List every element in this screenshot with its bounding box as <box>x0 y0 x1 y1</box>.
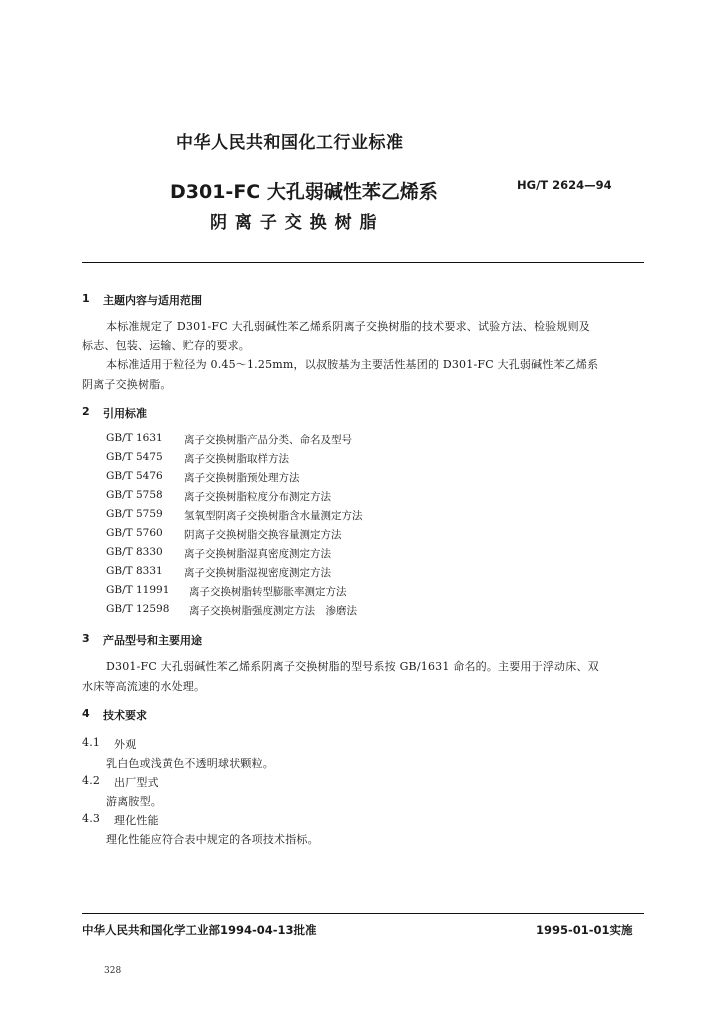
reference-title: 离子交换树脂湿真密度测定方法 <box>184 548 331 560</box>
subsection-heading: 理化性能 <box>114 814 159 827</box>
section-1-paragraph: 本标准适用于粒径为 0.45～1.25mm，以叔胺基为主要活性基团的 D301-FC 大孔弱碱性苯乙烯系 <box>106 358 599 371</box>
reference-title: 离子交换树脂取样方法 <box>184 453 289 465</box>
section-3-paragraph: 水床等高流速的水处理。 <box>82 680 206 693</box>
section-1-heading: 主题内容与适用范围 <box>103 294 202 307</box>
subsection-text: 游离胺型。 <box>106 795 162 808</box>
reference-title: 离子交换树脂强度测定方法 渗磨法 <box>189 605 357 617</box>
subsection-number: 4.1 <box>82 736 101 749</box>
standard-category: 中华人民共和国化工行业标准 <box>176 133 404 153</box>
approval-info: 中华人民共和国化学工业部1994-04-13批准 <box>82 923 317 937</box>
section-1-paragraph: 阴离子交换树脂。 <box>82 378 172 391</box>
footer-divider <box>82 913 644 914</box>
reference-code: GB/T 1631 <box>106 432 163 444</box>
subsection-number: 4.2 <box>82 774 101 787</box>
section-3-paragraph: D301-FC 大孔弱碱性苯乙烯系阴离子交换树脂的型号系按 GB/1631 命名的。主要用于浮动床、双 <box>106 660 599 673</box>
standard-number: HG/T 2624—94 <box>517 178 612 192</box>
reference-title: 离子交换树脂预处理方法 <box>184 472 300 484</box>
implementation-date: 1995-01-01实施 <box>536 923 633 937</box>
section-4-heading: 技术要求 <box>103 709 147 722</box>
subsection-text: 乳白色或浅黄色不透明球状颗粒。 <box>106 757 274 770</box>
section-1-number: 1 <box>82 292 90 305</box>
subsection-heading: 外观 <box>114 738 137 751</box>
subsection-text: 理化性能应符合表中规定的各项技术指标。 <box>106 833 319 846</box>
document-title-line1: D301-FC 大孔弱碱性苯乙烯系 <box>170 181 438 203</box>
reference-title: 离子交换树脂转型膨胀率测定方法 <box>189 586 347 598</box>
section-2-number: 2 <box>82 405 90 418</box>
reference-code: GB/T 8330 <box>106 546 163 558</box>
section-4-number: 4 <box>82 707 90 720</box>
section-3-number: 3 <box>82 632 90 645</box>
reference-code: GB/T 5476 <box>106 470 163 482</box>
reference-title: 离子交换树脂产品分类、命名及型号 <box>184 434 352 446</box>
subsection-heading: 出厂型式 <box>114 776 159 789</box>
reference-code: GB/T 5759 <box>106 508 163 520</box>
reference-code: GB/T 5475 <box>106 451 163 463</box>
section-2-heading: 引用标准 <box>103 407 147 420</box>
reference-code: GB/T 11991 <box>106 584 170 596</box>
reference-title: 阴离子交换树脂交换容量测定方法 <box>184 529 342 541</box>
section-1-paragraph: 本标准规定了 D301-FC 大孔弱碱性苯乙烯系阴离子交换树脂的技术要求、试验方法、检验规则及 <box>106 320 590 333</box>
header-divider <box>82 262 644 263</box>
section-3-heading: 产品型号和主要用途 <box>103 634 202 647</box>
section-1-paragraph: 标志、包装、运输、贮存的要求。 <box>82 339 250 352</box>
subsection-number: 4.3 <box>82 812 101 825</box>
page-number: 328 <box>104 966 122 976</box>
document-title-line2: 阴 离 子 交 换 树 脂 <box>210 213 378 233</box>
reference-code: GB/T 12598 <box>106 603 170 615</box>
reference-code: GB/T 8331 <box>106 565 163 577</box>
reference-code: GB/T 5758 <box>106 489 163 501</box>
reference-code: GB/T 5760 <box>106 527 163 539</box>
reference-title: 氢氧型阴离子交换树脂含水量测定方法 <box>184 510 363 522</box>
reference-title: 离子交换树脂粒度分布测定方法 <box>184 491 331 503</box>
reference-title: 离子交换树脂湿视密度测定方法 <box>184 567 331 579</box>
